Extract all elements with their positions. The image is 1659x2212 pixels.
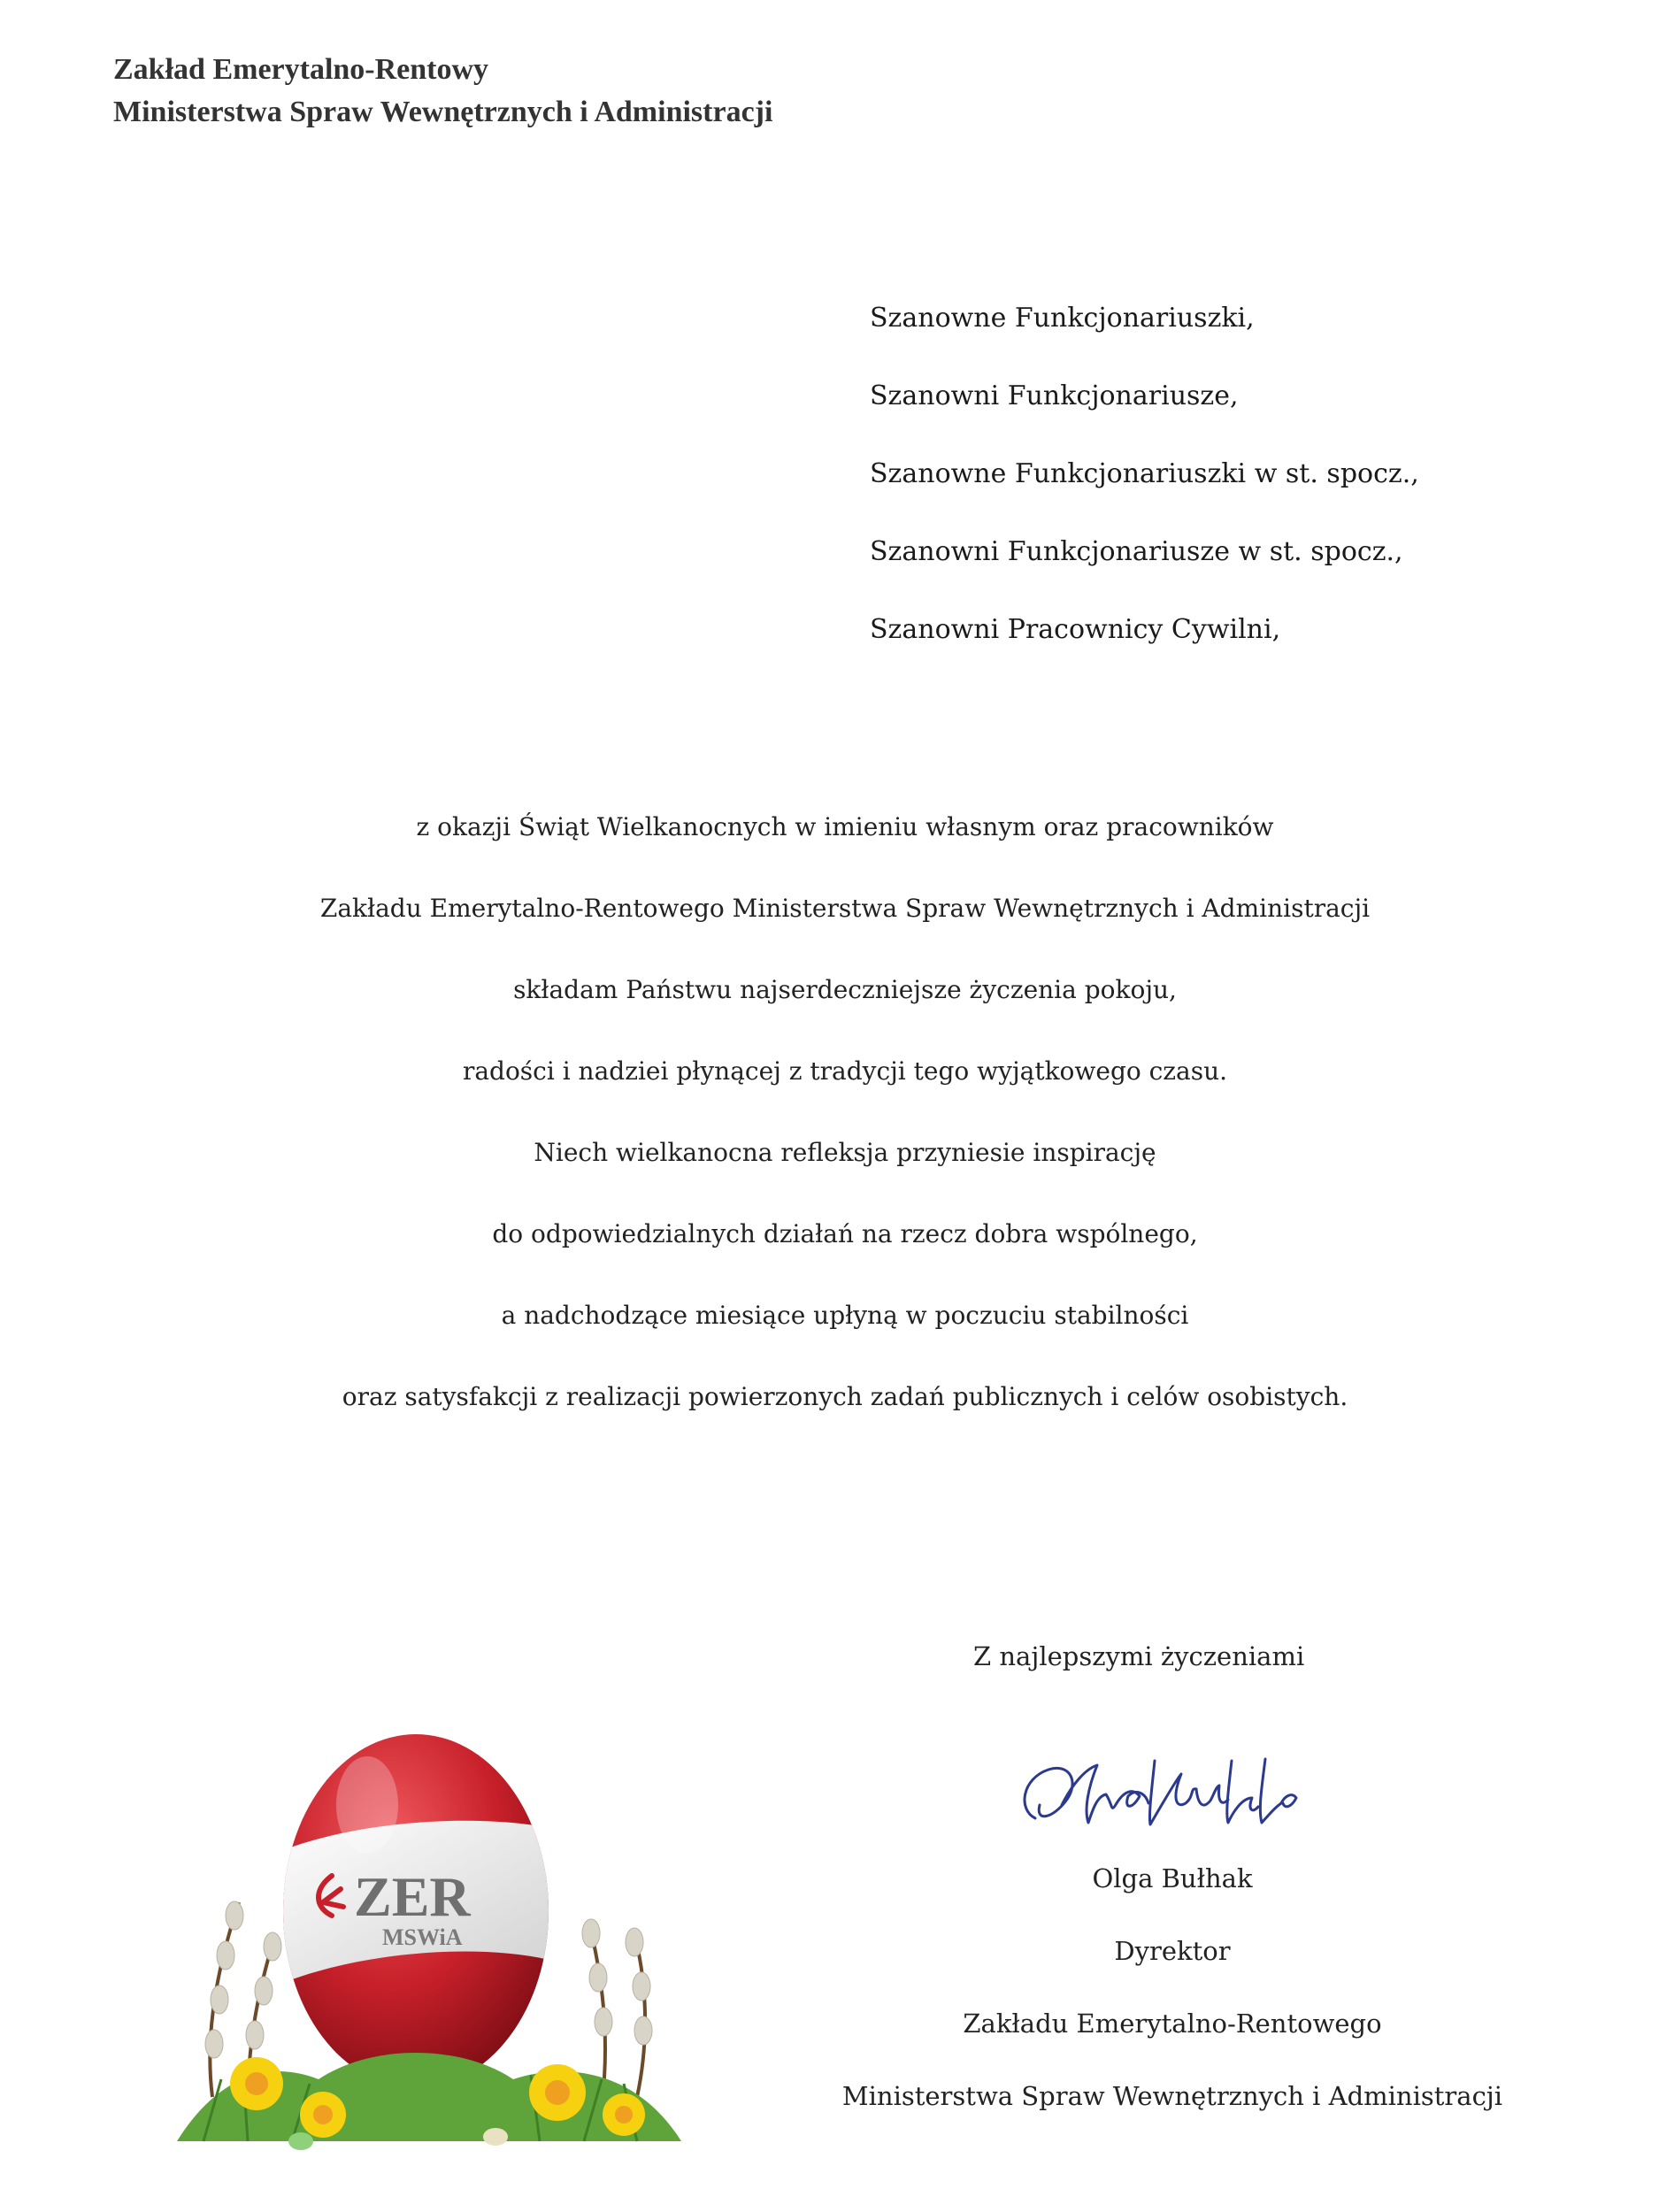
signer-name: Olga Bułhak	[1092, 1863, 1253, 1893]
addressee-list	[870, 292, 1419, 681]
addressee-line: Szanowne Funkcjonariuszki w st. spocz.,	[870, 458, 1419, 489]
body-line: z okazji Świąt Wielkanocnych w imieniu własnym oraz pracowników	[416, 812, 1274, 841]
body-line: radości i nadziei płynącej z tradycji tego wyjątkowego czasu.	[462, 1056, 1228, 1086]
body-line: składam Państwu najserdeczniejsze życzenia pokoju,	[513, 975, 1177, 1004]
letterhead-line-2: Ministerstwa Spraw Wewnętrznych i Administracji	[113, 96, 773, 128]
addressee-line: Szanowni Funkcjonariusze w st. spocz.,	[870, 536, 1403, 567]
signer-org-line-2: Ministerstwa Spraw Wewnętrznych i Administracji	[841, 2081, 1503, 2111]
signer-title: Dyrektor	[1114, 1936, 1231, 1966]
easter-egg-logo	[142, 1725, 708, 2150]
body-line: do odpowiedzialnych działań na rzecz dobra wspólnego,	[492, 1219, 1198, 1248]
signature-block	[672, 1854, 1659, 2144]
logo-main-text: ZER	[354, 1865, 471, 1928]
body-line: a nadchodzące miesiące upłyną w poczuciu stabilności	[501, 1301, 1189, 1330]
handwritten-signature	[1000, 1725, 1354, 1858]
body-line: Niech wielkanocna refleksja przyniesie inspirację	[534, 1138, 1156, 1167]
letterhead-line-1: Zakład Emerytalno-Rentowy	[113, 53, 489, 86]
closing-phrase: Z najlepszymi życzeniami	[973, 1641, 1305, 1671]
greeting-body	[0, 801, 1659, 1452]
signer-org-line-1: Zakładu Emerytalno-Rentowego	[963, 2008, 1382, 2039]
body-line: oraz satysfakcji z realizacji powierzonych zadań publicznych i celów osobistych.	[342, 1382, 1348, 1411]
logo-sub-text: MSWiA	[382, 1924, 463, 1950]
addressee-line: Szanowne Funkcjonariuszki,	[870, 303, 1255, 334]
addressee-line: Szanowni Pracownicy Cywilni,	[870, 614, 1281, 645]
letterhead	[113, 49, 772, 134]
body-line: Zakładu Emerytalno-Rentowego Ministerstwa Spraw Wewnętrznych i Administracji	[319, 894, 1371, 923]
addressee-line: Szanowni Funkcjonariusze,	[870, 380, 1239, 411]
